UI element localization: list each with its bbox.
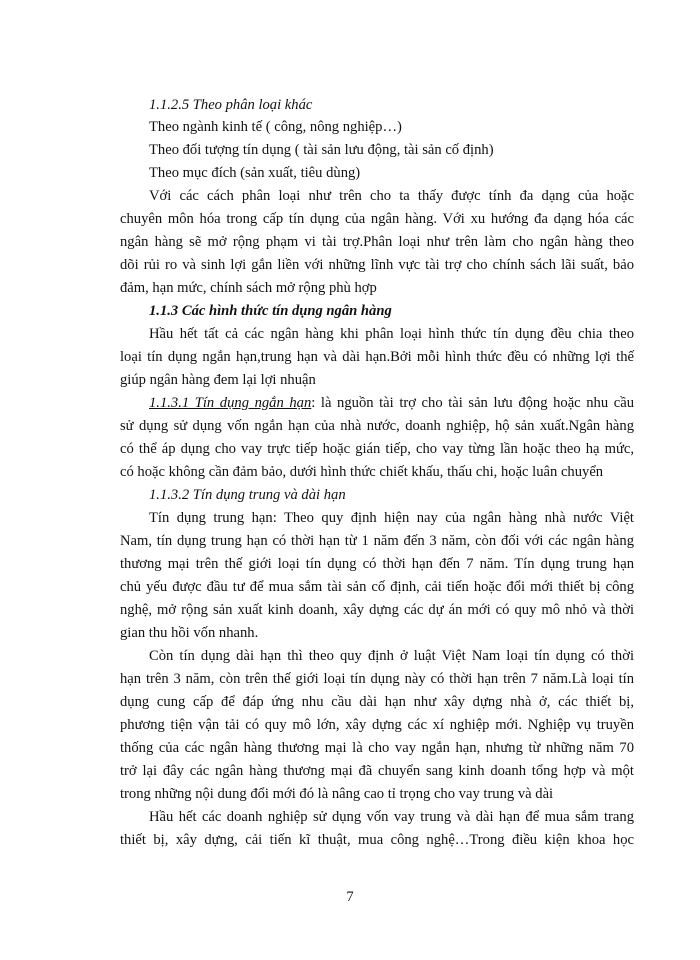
text-line: dõi rủi ro và sinh lợi gắn liền với những lĩnh vực tài trợ cho chính sách lãi suất, bảo: [120, 257, 634, 273]
text-line: sử dụng sử dụng vốn ngắn hạn của nhà nước, doanh nghiệp, hộ sản xuất.Ngân hàng: [120, 418, 634, 434]
text-line: Theo đối tượng tín dụng ( tài sản lưu động, tài sản cố định): [149, 142, 494, 158]
text-line: đảm, hạn mức, chính sách mở rộng phù hợp: [120, 280, 377, 296]
text-line: có hoặc không cần đảm bảo, dưới hình thức chiết khấu, thấu chi, hoặc luân chuyển: [120, 464, 604, 480]
text-line: Còn tín dụng dài hạn thì theo quy định ở luật Việt Nam loại tín dụng có thời: [149, 648, 634, 664]
text-line: trong những nội dung đổi mới đó là nâng cao tỉ trọng cho vay trung và dài: [120, 786, 554, 802]
heading-1-1-3: 1.1.3 Các hình thức tín dụng ngân hàng: [149, 303, 392, 319]
text-line: gian thu hồi vốn nhanh.: [120, 625, 259, 641]
heading-1-1-3-2: 1.1.3.2 Tín dụng trung và dài hạn: [149, 487, 346, 503]
text-line: thương mại trên thế giới loại tín dụng có thời hạn đến 7 năm. Tín dụng trung hạn: [120, 556, 634, 572]
text-line: ngân hàng sẽ mở rộng phạm vi tài trợ.Phân loại như trên làm cho ngân hàng theo: [120, 234, 634, 250]
text-line: dụng cung cấp để đáp ứng nhu cầu dài hạn như xây dựng nhà ở, các thiết bị,: [120, 694, 634, 710]
text-line: Hầu hết các doanh nghiệp sử dụng vốn vay trung và dài hạn để mua sắm trang: [149, 809, 634, 825]
text-line: thiết bị, xây dựng, cải tiến kĩ thuật, mua công nghệ…Trong điều kiện khoa học: [120, 832, 634, 848]
text-line: hạn trên 3 năm, còn trên thế giới loại tín dụng này có thời hạn trên 7 năm.Là loại tín: [120, 671, 634, 687]
text-line: Hầu hết tất cả các ngân hàng khi phân loại hình thức tín dụng đều chia theo: [149, 326, 634, 342]
page-number: 7: [346, 889, 354, 905]
text-line: chủ yếu được đầu tư để mua sắm tài sản cố định, cải tiến hoặc đổi mới thiết bị công: [120, 579, 634, 595]
heading-line-1-1-3-1: [149, 393, 634, 413]
text-line: loại tín dụng ngắn hạn,trung hạn và dài hạn.Bởi mỗi hình thức đều có những lợi thế: [120, 349, 634, 365]
text-line: nghệ, mở rộng sản xuất kinh doanh, xây dựng các dự án mới có quy mô nhỏ và thời: [120, 602, 634, 618]
heading-1-1-3-1: 1.1.3.1 Tín dụng ngắn hạn: [149, 395, 312, 411]
heading-1-1-3-1-text: : là nguồn tài trợ cho tài sản lưu động hoặc nhu cầu: [311, 395, 634, 411]
text-line: trở lại đây các ngân hàng thương mại đã chuyển sang kinh doanh tổng hợp và một: [120, 763, 634, 779]
text-line: Tín dụng trung hạn: Theo quy định hiện nay của ngân hàng nhà nước Việt: [149, 510, 634, 526]
text-line: thống của các ngân hàng thương mại là cho vay ngắn hạn, nhưng từ những năm 70: [120, 740, 634, 756]
text-line: Nam, tín dụng trung hạn có thời hạn từ 1 năm đến 3 năm, còn đối với các ngân hàng: [120, 533, 634, 549]
text-line: phương tiện vận tải có quy mô lớn, xây dựng các xí nghiệp mới. Nghiệp vụ truyền: [120, 717, 634, 733]
text-line: Với các cách phân loại như trên cho ta thấy được tính đa dạng của hoặc: [149, 188, 634, 204]
text-line: Theo mục đích (sản xuất, tiêu dùng): [149, 165, 361, 181]
text-line: chuyên môn hóa trong cấp tín dụng của ngân hàng. Với xu hướng đa dạng hóa các: [120, 211, 634, 227]
text-line: giúp ngân hàng đem lại lợi nhuận: [120, 372, 316, 388]
heading-1-1-2-5: 1.1.2.5 Theo phân loại khác: [149, 97, 313, 113]
text-line: Theo ngành kinh tế ( công, nông nghiệp…): [149, 119, 402, 135]
text-line: có thể áp dụng cho vay trực tiếp hoặc gián tiếp, cho vay từng lần hoặc theo hạ mức,: [120, 441, 634, 457]
